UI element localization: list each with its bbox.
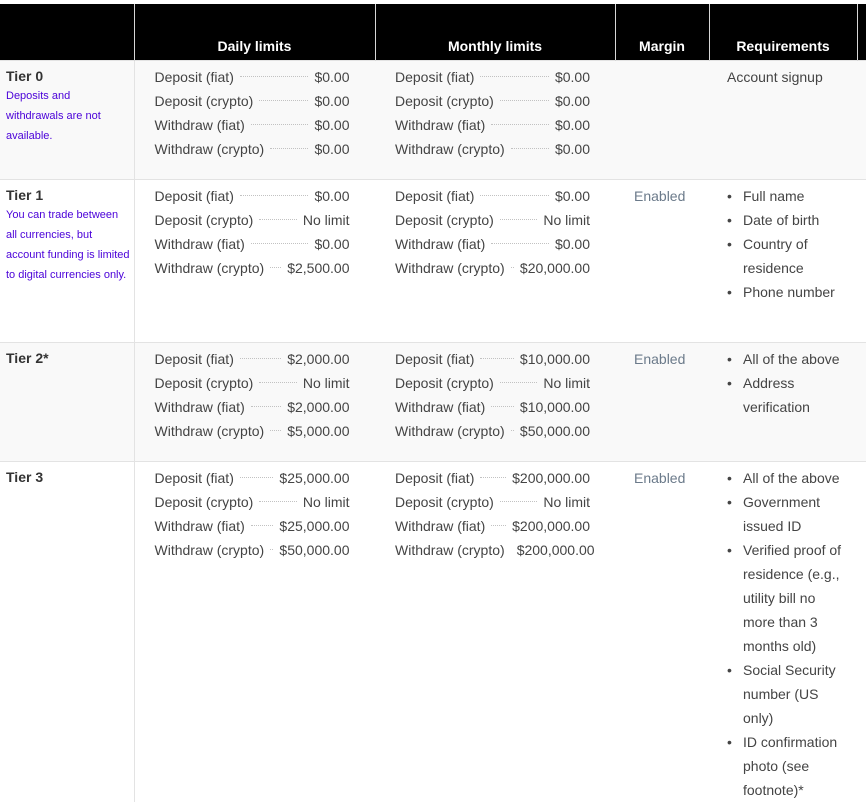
limit-value: $2,500.00: [287, 256, 349, 280]
limit-label: Withdraw (fiat): [155, 232, 245, 256]
limit-label: Withdraw (fiat): [395, 514, 485, 538]
daily-limits-cell: [134, 462, 375, 802]
limit-label: Deposit (crypto): [155, 490, 254, 514]
limit-value: $0.00: [314, 113, 349, 137]
limit-value: $200,000.00: [517, 538, 595, 562]
limit-value: $0.00: [314, 89, 349, 113]
spacer-cell: [857, 343, 866, 462]
monthly-limits-cell: [375, 180, 615, 343]
limit-value: $0.00: [555, 65, 590, 89]
limit-row: [155, 514, 350, 538]
tier-cell: [0, 61, 134, 180]
limit-label: Deposit (fiat): [155, 466, 234, 490]
leader-dots: [491, 525, 506, 526]
tier-name: Tier 3: [6, 468, 130, 486]
limit-label: Withdraw (fiat): [155, 514, 245, 538]
limit-value: No limit: [543, 371, 590, 395]
tier-name: Tier 2*: [6, 349, 130, 367]
requirements-cell: [709, 343, 857, 462]
limit-value: $50,000.00: [279, 538, 349, 562]
tier-limits-table: [0, 4, 866, 802]
limit-row: [155, 419, 350, 443]
limit-row: [395, 113, 590, 137]
limit-label: Withdraw (crypto): [155, 137, 265, 161]
limit-value: $200,000.00: [512, 514, 590, 538]
margin-cell: [615, 61, 709, 180]
limit-label: Withdraw (crypto): [155, 419, 265, 443]
limit-value: No limit: [543, 490, 590, 514]
limit-value: $0.00: [314, 184, 349, 208]
limit-row: [155, 184, 350, 208]
limit-label: Deposit (fiat): [395, 466, 474, 490]
limit-value: $0.00: [555, 232, 590, 256]
tier-name: Tier 1: [6, 186, 130, 204]
margin-cell: [615, 343, 709, 462]
limit-row: [155, 113, 350, 137]
limit-row: [395, 232, 590, 256]
limit-value: $20,000.00: [520, 256, 590, 280]
leader-dots: [480, 358, 514, 359]
requirement-item: • Government issued ID: [743, 490, 851, 538]
limit-label: Deposit (crypto): [155, 208, 254, 232]
tier-name: Tier 0: [6, 67, 130, 85]
limit-row: [155, 65, 350, 89]
limit-row: [395, 371, 590, 395]
requirements-list: [727, 347, 851, 419]
tier-note: You can trade between all currencies, but account funding is limited to digital currencies only.: [6, 205, 130, 285]
monthly-limits-cell: [375, 462, 615, 802]
limit-value: $0.00: [314, 65, 349, 89]
leader-dots: [270, 267, 281, 268]
header-margin: Margin: [615, 4, 709, 61]
limit-label: Deposit (fiat): [155, 347, 234, 371]
limit-label: Deposit (crypto): [395, 371, 494, 395]
header-row: [0, 4, 866, 61]
limit-label: Deposit (fiat): [155, 184, 234, 208]
leader-dots: [240, 358, 281, 359]
limit-label: Withdraw (fiat): [155, 395, 245, 419]
limit-value: $0.00: [555, 89, 590, 113]
leader-dots: [240, 76, 309, 77]
limit-label: Deposit (crypto): [395, 208, 494, 232]
requirements-cell: [709, 462, 857, 802]
leader-dots: [500, 219, 538, 220]
limit-value: No limit: [303, 490, 350, 514]
leader-dots: [259, 382, 297, 383]
leader-dots: [500, 100, 549, 101]
leader-dots: [240, 477, 274, 478]
limit-row: [155, 490, 350, 514]
limit-label: Withdraw (fiat): [155, 113, 245, 137]
leader-dots: [251, 124, 309, 125]
limit-label: Deposit (crypto): [395, 89, 494, 113]
requirements-cell: [709, 61, 857, 180]
tier-note: Deposits and withdrawals are not available.: [6, 86, 130, 146]
limit-label: Withdraw (crypto): [395, 538, 505, 562]
leader-dots: [500, 382, 538, 383]
header-requirements: Requirements: [709, 4, 857, 61]
header-tier: [0, 4, 134, 61]
tier-row: [0, 462, 866, 802]
requirement-item: • Date of birth: [743, 208, 851, 232]
leader-dots: [270, 549, 273, 550]
header-spacer: [857, 4, 866, 61]
limit-row: [155, 347, 350, 371]
requirement-item: • ID confirmation photo (see footnote)*: [743, 730, 851, 802]
leader-dots: [251, 406, 281, 407]
requirements-list: [727, 466, 851, 802]
leader-dots: [270, 148, 308, 149]
requirement-item: • All of the above: [743, 347, 851, 371]
limit-label: Deposit (fiat): [395, 65, 474, 89]
tier-row: [0, 180, 866, 343]
margin-status: Enabled: [634, 347, 709, 371]
leader-dots: [240, 195, 309, 196]
limit-row: [395, 65, 590, 89]
limit-value: $0.00: [555, 184, 590, 208]
tier-row: [0, 343, 866, 462]
limit-label: Withdraw (crypto): [395, 419, 505, 443]
leader-dots: [511, 148, 549, 149]
limit-row: [395, 137, 590, 161]
leader-dots: [511, 267, 514, 268]
limit-row: [395, 466, 590, 490]
requirement-item: • Verified proof of residence (e.g., utility bill no more than 3 months old): [743, 538, 851, 658]
limit-row: [155, 371, 350, 395]
leader-dots: [480, 477, 506, 478]
limit-value: $2,000.00: [287, 347, 349, 371]
limit-label: Withdraw (crypto): [155, 538, 265, 562]
leader-dots: [251, 243, 309, 244]
limit-row: [155, 395, 350, 419]
limit-row: [395, 490, 590, 514]
limit-row: [395, 347, 590, 371]
limit-row: [395, 184, 590, 208]
leader-dots: [259, 501, 297, 502]
limit-value: $0.00: [555, 137, 590, 161]
limit-label: Deposit (fiat): [395, 184, 474, 208]
limit-value: $10,000.00: [520, 347, 590, 371]
tier-row: [0, 61, 866, 180]
monthly-limits-cell: [375, 343, 615, 462]
limit-value: $10,000.00: [520, 395, 590, 419]
daily-limits-cell: [134, 180, 375, 343]
limit-row: [395, 395, 590, 419]
limit-row: [155, 538, 350, 562]
limit-row: [155, 137, 350, 161]
requirement-item: • All of the above: [743, 466, 851, 490]
spacer-cell: [857, 462, 866, 802]
limit-value: $0.00: [555, 113, 590, 137]
spacer-cell: [857, 180, 866, 343]
margin-status: Enabled: [634, 184, 709, 208]
limit-value: No limit: [543, 208, 590, 232]
leader-dots: [491, 124, 549, 125]
leader-dots: [251, 525, 274, 526]
limit-label: Withdraw (fiat): [395, 113, 485, 137]
limit-row: [395, 419, 590, 443]
requirement-item: • Social Security number (US only): [743, 658, 851, 730]
limit-label: Deposit (fiat): [155, 65, 234, 89]
limit-label: Withdraw (crypto): [155, 256, 265, 280]
limit-value: $200,000.00: [512, 466, 590, 490]
requirement-item: • Country of residence: [743, 232, 851, 280]
requirement-text: Account signup: [727, 65, 851, 89]
limit-row: [395, 256, 590, 280]
limit-label: Withdraw (crypto): [395, 256, 505, 280]
requirement-item: • Phone number: [743, 280, 851, 304]
margin-status: Enabled: [634, 466, 709, 490]
limit-label: Withdraw (fiat): [395, 232, 485, 256]
limit-value: No limit: [303, 208, 350, 232]
leader-dots: [259, 100, 308, 101]
margin-cell: [615, 180, 709, 343]
limit-label: Deposit (crypto): [395, 490, 494, 514]
requirements-list: [727, 184, 851, 304]
limit-value: $25,000.00: [279, 466, 349, 490]
limit-label: Deposit (crypto): [155, 371, 254, 395]
monthly-limits-cell: [375, 61, 615, 180]
limit-label: Withdraw (fiat): [395, 395, 485, 419]
limit-value: No limit: [303, 371, 350, 395]
requirements-cell: [709, 180, 857, 343]
limit-row: [395, 538, 590, 562]
leader-dots: [511, 430, 514, 431]
tier-cell: [0, 343, 134, 462]
leader-dots: [259, 219, 297, 220]
limit-row: [155, 256, 350, 280]
limit-row: [395, 208, 590, 232]
leader-dots: [480, 76, 549, 77]
limit-value: $50,000.00: [520, 419, 590, 443]
limit-value: $5,000.00: [287, 419, 349, 443]
limit-label: Deposit (crypto): [155, 89, 254, 113]
limit-row: [155, 208, 350, 232]
tier-cell: [0, 462, 134, 802]
limit-label: Withdraw (crypto): [395, 137, 505, 161]
limit-row: [155, 466, 350, 490]
limit-row: [155, 232, 350, 256]
daily-limits-cell: [134, 343, 375, 462]
limit-value: $25,000.00: [279, 514, 349, 538]
leader-dots: [480, 195, 549, 196]
limit-label: Deposit (fiat): [395, 347, 474, 371]
spacer-cell: [857, 61, 866, 180]
limit-value: $0.00: [314, 232, 349, 256]
limit-row: [155, 89, 350, 113]
limit-value: $2,000.00: [287, 395, 349, 419]
leader-dots: [491, 406, 514, 407]
daily-limits-cell: [134, 61, 375, 180]
header-daily-limits: Daily limits: [134, 4, 375, 61]
requirement-item: • Address verification: [743, 371, 851, 419]
requirement-item: • Full name: [743, 184, 851, 208]
header-monthly-limits: Monthly limits: [375, 4, 615, 61]
limit-row: [395, 89, 590, 113]
tier-cell: [0, 180, 134, 343]
limit-row: [395, 514, 590, 538]
leader-dots: [270, 430, 281, 431]
margin-cell: [615, 462, 709, 802]
leader-dots: [500, 501, 538, 502]
leader-dots: [491, 243, 549, 244]
limit-value: $0.00: [314, 137, 349, 161]
